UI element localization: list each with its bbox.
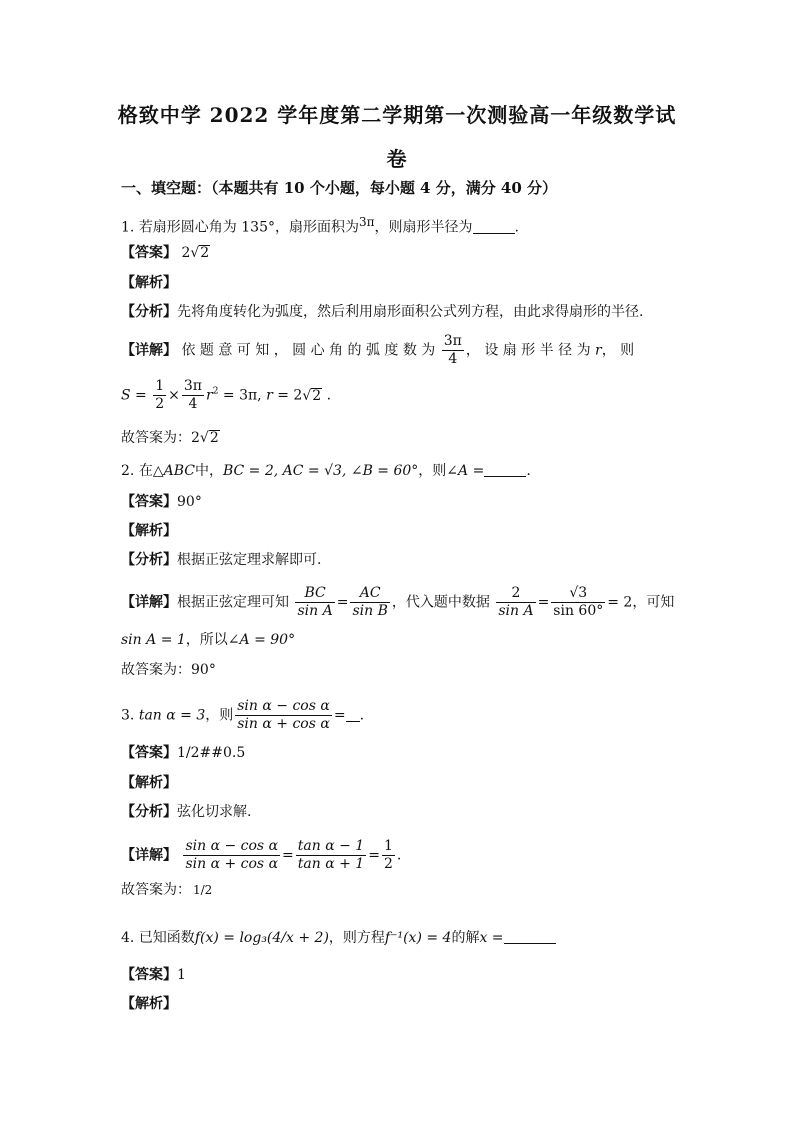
answer-line [121,743,245,763]
detail-text: ， 则 [601,342,635,359]
question-2: 2. 在△ABC中，BC = 2, AC = √3, ∠B = 60°，则∠A = . [121,463,531,479]
question-3: 3. tan α = 3，则 $\frac{\text{sin α − cos α}}{\text{sin α + cos α}}$ = . [121,698,365,732]
analysis-text: 先将角度转化为弧度，然后利用扇形面积公式列方程，由此求得扇形的半径. [177,304,644,320]
final-answer-line [121,428,220,448]
detail-result: sin A = 1 [121,632,186,648]
analysis-label: 【分析】 [121,804,177,820]
answer-value: 2√2 [181,245,210,261]
final-answer-line [121,880,214,900]
sector-area: 3π [358,215,375,229]
question-4 [121,928,556,948]
question-number: 1. [121,219,135,236]
question-text: 中， [194,463,223,479]
page-title-continued: 卷 [386,147,408,171]
question-text: 在 [138,463,153,479]
detail-text: ，所以 [185,632,228,648]
question-number: 3. [121,707,135,724]
question-text: 若扇形圆心角为 135°，扇形面积为 [138,219,359,236]
formula-line: S = $\frac{1}{2}$ × $\frac{3\pi}{4}$ $r^2 = 3\pi$, r = 2√2 . [121,378,332,412]
answer-line [121,965,186,985]
question-text: ，则 [418,463,447,479]
final-label: 故答案为： [121,430,191,446]
question-ask: x = [479,930,504,946]
section-heading: 一、填空题：（本题共有 10 个小题，每小题 4 分，满分 40 分） [121,179,558,197]
answer-blank [473,219,515,234]
analysis-title: 【解析】 [121,775,177,791]
detail-text: ， 设 扇 形 半 径 为 [465,342,591,359]
answer-line [121,243,210,263]
question-text: 的解 [451,930,480,946]
equation: f⁻¹(x) = 4 [384,930,452,946]
question-text: ，则 [205,707,234,724]
question-text: 已知函数 [138,930,195,946]
answer-value: 1 [177,967,186,983]
detail-text: 依 题 意 可 知 ， 圆 心 角 的 弧 度 数 为 [181,342,436,359]
fraction-half: $\frac{1}{2}$ [155,378,165,412]
answer-value: 1/2##0.5 [177,745,246,761]
detail-label: 【详解】 [121,847,177,864]
final-answer-line [121,660,216,680]
sqrt-symbol: √2 [190,245,210,261]
fraction-3pi-over-4: $\frac{3\pi}{4}$ [443,333,462,367]
fraction-ac-sinb: $\frac{AC}{\text{sin B}}$ [352,585,388,619]
detail-continued [121,630,295,650]
answer-label: 【答案】 [121,494,177,510]
question-ask: ∠A = [446,463,485,479]
analysis-title: 【解析】 [121,275,177,291]
analysis-label: 【分析】 [121,304,177,320]
detail-line: 【详解】根据正弦定理可知 $\frac{BC}{\text{sin A}}$ = $\frac{AC}{\text{sin B}}$ ，代入题中数据 $\frac{2}{\text{sin A}}$ = $\frac{√3}{\sin 60^\circ}$ = 2，可知 [121,585,675,619]
analysis-line [121,302,643,322]
detail-label: 【详解】 [121,594,177,611]
analysis-text: 根据正弦定理求解即可. [177,552,322,568]
question-1 [121,212,519,238]
fraction-half: $\frac{1}{2}$ [383,838,393,872]
answer-label: 【答案】 [121,745,177,761]
final-value: 1/2 [193,883,213,897]
fraction-2-sina: $\frac{2}{\text{sin A}}$ [498,585,534,619]
page-title: 格致中学 2022 学年度第二学期第一次测验高一年级数学试 [117,103,677,127]
fraction-sqrt3-sin60: $\frac{√3}{\sin 60^\circ}$ [553,585,604,619]
fraction-sin-cos: $\frac{\text{sin α − cos α}}{\text{sin α + cos α}}$ [185,838,279,872]
detail-line: 【详解】 $\frac{\text{sin α − cos α}}{\text{sin α + cos α}}$ = $\frac{\text{tan α − 1}}{\text{tan α + 1}}$ = $\frac{1}{2}$ . [121,838,402,872]
detail-text: ，代入题中数据 [391,594,490,611]
final-label: 故答案为： [121,662,191,678]
answer-line [121,492,202,512]
final-label: 故答案为： [121,882,191,898]
answer-label: 【答案】 [121,967,177,983]
detail-label: 【详解】 [121,342,177,359]
condition: BC = 2, AC = √3, ∠B = 60° [222,463,419,479]
analysis-title: 【解析】 [121,523,177,539]
analysis-title: 【解析】 [121,996,177,1012]
analysis-text: 弦化切求解. [177,804,252,820]
answer-label: 【答案】 [121,245,177,261]
detail-conclusion: ∠A = 90° [227,632,296,648]
question-number: 4. [121,930,135,946]
analysis-label: 【分析】 [121,552,177,568]
function-def: f(x) = log₃(4/x + 2) [194,930,329,946]
answer-blank [346,707,360,722]
question-text: . [514,219,519,236]
question-text: ，则方程 [328,930,385,946]
answer-blank [504,929,556,944]
detail-text: ，可知 [632,594,675,611]
triangle-name: △ABC [152,463,195,479]
analysis-line [121,550,321,570]
question-number: 2. [121,463,135,479]
detail-line: 【详解】 依 题 意 可 知 ， 圆 心 角 的 弧 度 数 为 $\frac{3\pi}{4}$ ， 设 扇 形 半 径 为 r， 则 [121,333,635,367]
answer-blank [484,462,526,477]
final-value: 90° [191,662,216,678]
fraction-3pi-over-4: $\frac{3\pi}{4}$ [183,378,202,412]
fraction-bc-sina: $\frac{BC}{\text{sin A}}$ [297,585,333,619]
fraction-sin-cos: $\frac{\text{sin α − cos α}}{\text{sin α + cos α}}$ [237,698,330,732]
final-value: 2√2 [191,430,219,446]
analysis-line [121,802,251,822]
detail-text: 根据正弦定理可知 [177,594,289,611]
question-text: ，则扇形半径为 [374,219,473,236]
condition: tan α = 3 [138,707,206,724]
answer-value: 90° [177,494,202,510]
fraction-tan: $\frac{\text{tan α − 1}}{\text{tan α + 1}}$ [297,838,365,872]
